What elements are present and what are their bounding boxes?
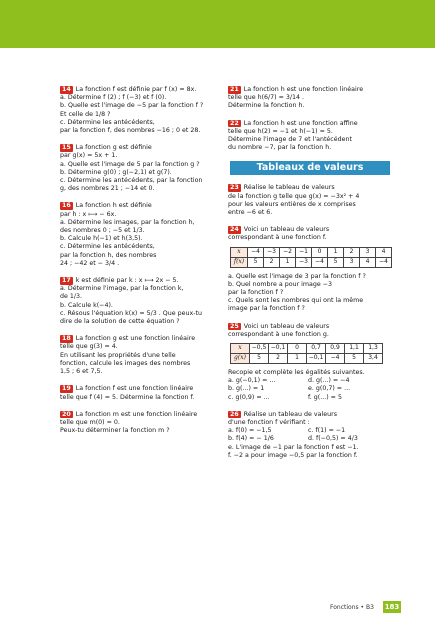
exercise-number: 17: [62, 277, 71, 285]
exercise-19: 19 La fonction f est une fonction linéaire telle que f (4) = 5. Détermine la fonction f.: [60, 385, 195, 401]
exercise-24: 24 Voici un tableau de valeurs correspondant à une fonction f. x −4 −3 −2 −1 0 1 2 3 4 f(x) 5 2 1 −3 −4 5 3 4 −4 a. Quelle est l'image de 3 par la fonction f ? b. Quel nombre a pour image −3 par la fonction f ? c. Quels sont les nombres qui ont la même image par la fonction f ?: [228, 226, 396, 313]
table-cell: 3: [344, 257, 360, 267]
table-cell: −4: [312, 257, 328, 267]
exercise-23: 23 Réalise le tableau de valeurs de la fonction g telle que g(x) = −3x² + 4 pour les valeurs entières de x comprises entre −6 et 6.: [228, 184, 360, 217]
table-cell: 4: [376, 247, 392, 257]
table-cell: −4: [326, 354, 345, 364]
exercise-number: 20: [62, 410, 71, 418]
exercise-number: 21: [230, 86, 239, 93]
table-cell: −4: [376, 257, 392, 267]
table-cell: −3: [264, 247, 280, 257]
table-cell: f(x): [231, 257, 248, 267]
table-cell: 1: [288, 354, 307, 364]
exercise-number: 15: [62, 144, 71, 152]
table-cell: −4: [248, 247, 264, 257]
exercise-26: 26 Réalise un tableau de valeurs d'une fonction f vérifiant : a. f(0) = −1,5 c. f(1) = −1 b. f(4) = − 1/6 d. f(−0,5) = 4/3 e. L'image de −1 par la fonction f est −1. f. −2 a pour image −0,5 par la fonction f.: [228, 411, 396, 460]
exercise-number: 24: [230, 226, 239, 234]
exercise-14: 14 La fonction f est définie par f (x) = 8x. a. Détermine f (2) ; f (−3) et f (0). b. Quelle est l'image de −5 par la fonction f ? Et celle de 1/8 ? c. Détermine les antécédents, par la fonction f, des nombres −16 ; 0 et 28.: [60, 86, 204, 135]
exercise-25: 25 Voici un tableau de valeurs correspondant à une fonction g. x −0,5 −0,1 0 0,7 0,9 1,1 1,3 g(x) 5 2 1 −0,1 −4 5 3,4 Recopie et complète les égalités suivantes. a. g(−0,1) = ... d. g(...) = −4 b. g(...) = 1 e. g(0,7) = ... c. g(0,9) = ... f. g(...) = 5: [228, 323, 396, 402]
exercise-16: 16 La fonction h est définie par h : x ⟼ − 6x. a. Détermine les images, par la fonction h, des nombres 0 ; −5 et 1/3. b. Calcule h(−1) et h(3,5). c. Détermine les antécédents, par la fonction h, des nombres 24 ; −42 et − 3/4 .: [60, 202, 195, 267]
equality-row: b. g(...) = 1 e. g(0,7) = ...: [228, 385, 351, 393]
exercise-number: 26: [230, 410, 239, 418]
table-cell: 0: [312, 247, 328, 257]
exercise-15: 15 La fonction g est définie par g(x) = 5x + 1. a. Quelle est l'image de 5 par la fonction g ? b. Détermine g(0) ; g(−2,1) et g(7). c. Détermine les antécédents, par la fonction g, des nombres 21 ; −14 et 0.: [60, 144, 203, 193]
table-cell: 3: [360, 247, 376, 257]
table-cell: 1,3: [364, 344, 383, 354]
exercise-number: 19: [62, 385, 71, 393]
table-cell: 1: [280, 257, 296, 267]
top-color-band: [0, 0, 435, 48]
table-cell: −1: [296, 247, 312, 257]
table-cell: −2: [280, 247, 296, 257]
table-cell: −0,1: [269, 344, 288, 354]
exercise-number: 18: [62, 335, 71, 343]
table-cell: 0,7: [307, 344, 326, 354]
table-cell: 0,9: [326, 344, 345, 354]
table-cell: −3: [296, 257, 312, 267]
table-cell: 5: [345, 354, 364, 364]
right-column: [228, 86, 396, 469]
exercise-number: 14: [62, 86, 71, 93]
values-table-g: [230, 343, 383, 364]
table-cell: g(x): [231, 354, 250, 364]
exercise-20: 20 La fonction m est une fonction linéaire telle que m(0) = 0. Peux-tu déterminer la fonction m ?: [60, 410, 198, 435]
page-number: 183: [384, 603, 400, 611]
exercise-number: 25: [230, 322, 239, 330]
table-cell: 5: [250, 354, 269, 364]
table-cell: 5: [248, 257, 264, 267]
table-cell: 1,1: [345, 344, 364, 354]
table-cell: 2: [344, 247, 360, 257]
table-cell: −0,5: [250, 344, 269, 354]
exercise-21: 21 La fonction h est une fonction linéaire telle que h(6/7) = 3/14 . Détermine la fonction h.: [228, 86, 364, 110]
table-cell: 2: [264, 257, 280, 267]
exercise-number: 22: [230, 119, 239, 127]
table-cell: 2: [269, 354, 288, 364]
left-column: [60, 86, 210, 444]
exercise-17: 17 k est définie par k : x ⟼ 2x − 5. a. Détermine l'image, par la fonction k, de 1/3. b. Calcule k(−4). c. Résous l'équation k(x) = 5/3 . Que peux-tu dire de la solution de cette équation ?: [60, 277, 202, 326]
section-title: Tableaux de valeurs: [230, 161, 390, 175]
chapter-footer: Fonctions • B3: [330, 604, 374, 611]
table-cell: 3,4: [364, 354, 383, 364]
values-table-f: [230, 247, 392, 268]
exercise-18: 18 La fonction g est une fonction linéaire telle que g(3) = 4. En utilisant les propriétés d'une telle fonction, calcule les images des nombres 1,5 ; 6 et 7,5.: [60, 335, 196, 376]
table-cell: x: [231, 344, 250, 354]
condition-row: b. f(4) = − 1/6 d. f(−0,5) = 4/3: [228, 435, 358, 443]
equality-row: a. g(−0,1) = ... d. g(...) = −4: [228, 377, 350, 385]
exercise-22: 22 La fonction h est une fonction affine telle que h(2) = −1 et h(−1) = 5. Détermine l'image de 7 et l'antécédent du nombre −7, par la fonction h.: [228, 119, 358, 152]
table-cell: 1: [328, 247, 344, 257]
exercise-number: 23: [230, 184, 239, 192]
table-cell: 5: [328, 257, 344, 267]
equality-row: c. g(0,9) = ... f. g(...) = 5: [228, 393, 342, 401]
table-cell: x: [231, 247, 248, 257]
condition-row: a. f(0) = −1,5 c. f(1) = −1: [228, 427, 346, 435]
table-cell: 4: [360, 257, 376, 267]
table-cell: 0: [288, 344, 307, 354]
table-cell: −0,1: [307, 354, 326, 364]
exercise-number: 16: [62, 202, 71, 210]
